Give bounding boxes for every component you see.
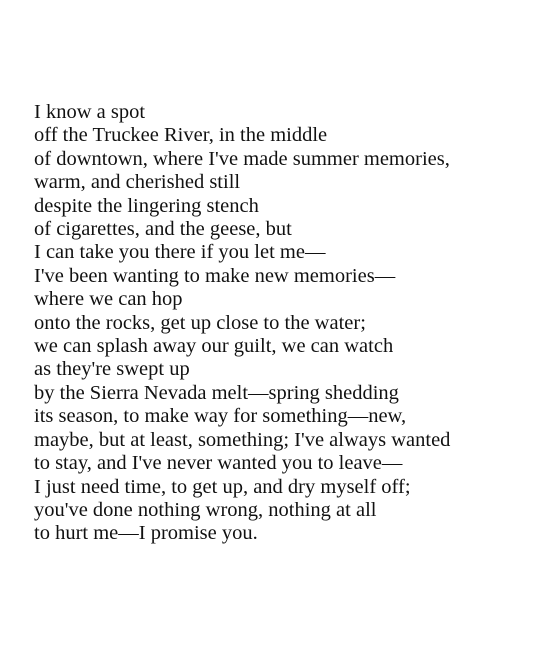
poem-text bbox=[34, 101, 450, 546]
poem-line: I can take you there if you let me— bbox=[34, 241, 326, 264]
poem-line: of cigarettes, and the geese, but bbox=[34, 218, 292, 241]
poem-line: warm, and cherished still bbox=[34, 171, 241, 194]
poem-line: maybe, but at least, something; I've always wanted bbox=[34, 428, 451, 451]
poem-line: despite the lingering stench bbox=[34, 194, 259, 217]
poem-line: by the Sierra Nevada melt—spring shedding bbox=[34, 381, 399, 404]
poem-line: I've been wanting to make new memories— bbox=[34, 264, 396, 287]
poem-line: to hurt me—I promise you. bbox=[34, 522, 258, 545]
poem-line: of downtown, where I've made summer memories, bbox=[34, 147, 450, 170]
poem-line: I just need time, to get up, and dry myself off; bbox=[34, 475, 411, 498]
poem-line: we can splash away our guilt, we can watch bbox=[34, 335, 394, 358]
poem-line: I know a spot bbox=[34, 101, 146, 123]
poem-line: you've done nothing wrong, nothing at all bbox=[34, 498, 377, 521]
poem-line: off the Truckee River, in the middle bbox=[34, 124, 328, 147]
poem-line: its season, to make way for something—new, bbox=[34, 405, 407, 428]
poem-line: where we can hop bbox=[34, 288, 183, 311]
poem-line: as they're swept up bbox=[34, 358, 190, 381]
poem-line: to stay, and I've never wanted you to leave— bbox=[34, 452, 403, 475]
poem-line: onto the rocks, get up close to the water; bbox=[34, 311, 366, 334]
